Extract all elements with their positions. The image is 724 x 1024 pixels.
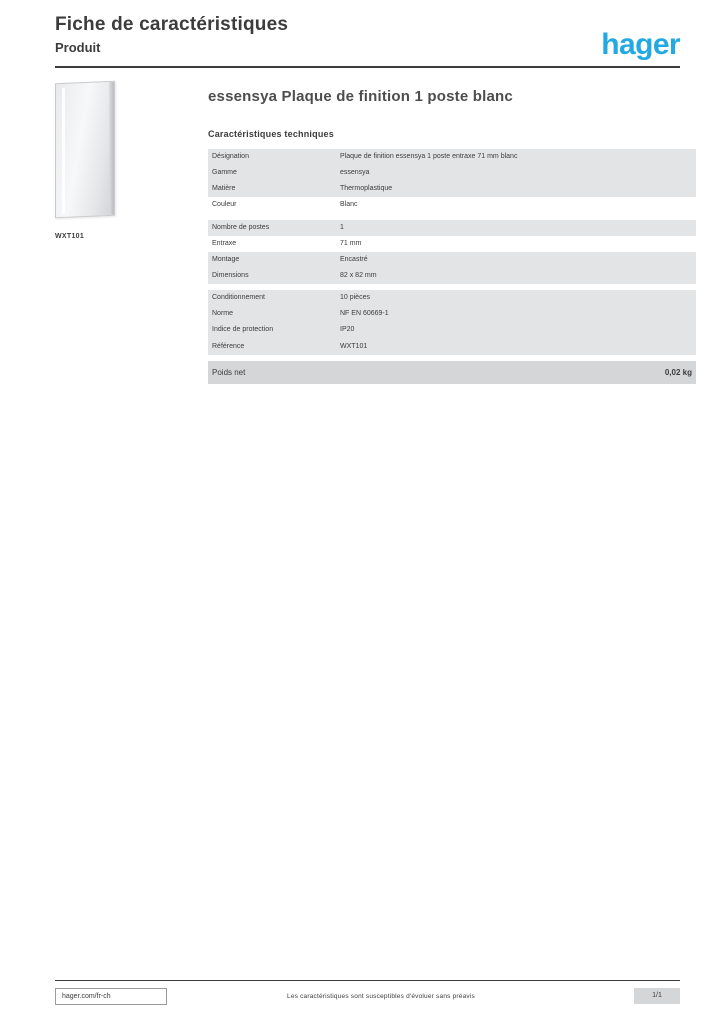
spec-label: Matière	[208, 181, 336, 197]
page-title: Fiche de caractéristiques	[55, 14, 289, 35]
table-row	[208, 220, 696, 236]
table-row	[208, 268, 696, 284]
table-row	[208, 181, 696, 197]
table-row	[208, 149, 696, 165]
spec-label: Référence	[208, 339, 336, 355]
product-image-block	[55, 82, 175, 240]
spec-label: Entraxe	[208, 236, 336, 252]
hager-logo: hager	[601, 28, 680, 61]
footer-website-link[interactable]: hager.com/fr-ch	[55, 988, 167, 1005]
specifications-table-body	[208, 149, 696, 384]
spec-value: Blanc	[336, 197, 696, 213]
document-footer	[55, 988, 680, 1010]
spec-value: essensya	[336, 165, 696, 181]
spec-label: Dimensions	[208, 268, 336, 284]
spec-value: 10 pièces	[336, 290, 696, 306]
product-title: essensya Plaque de finition 1 poste blanc	[208, 88, 513, 105]
table-row	[208, 339, 696, 355]
footer-note: Les caractéristiques sont susceptibles d'évoluer sans préavis	[287, 993, 475, 1000]
spec-label: Désignation	[208, 149, 336, 165]
spec-value: 1	[336, 220, 696, 236]
section-heading-technical: Caractéristiques techniques	[208, 129, 334, 139]
specifications-table	[208, 149, 696, 384]
table-row	[208, 236, 696, 252]
footer-divider	[55, 980, 680, 981]
product-photo	[55, 81, 115, 219]
spec-label: Indice de protection	[208, 322, 336, 338]
spec-label: Nombre de postes	[208, 220, 336, 236]
spec-label: Norme	[208, 306, 336, 322]
table-row-total	[208, 361, 696, 385]
spec-value: 71 mm	[336, 236, 696, 252]
product-reference-caption: WXT101	[55, 233, 85, 240]
spec-value: NF EN 60669-1	[336, 306, 696, 322]
total-label: Poids net	[208, 361, 336, 385]
total-value: 0,02 kg	[336, 361, 696, 385]
spec-value: IP20	[336, 322, 696, 338]
table-row	[208, 290, 696, 306]
table-row	[208, 306, 696, 322]
product-photo-edge	[109, 82, 114, 215]
main-content	[208, 88, 692, 384]
spec-value: 82 x 82 mm	[336, 268, 696, 284]
table-row	[208, 322, 696, 338]
page-number: 1/1	[634, 988, 680, 1004]
spec-label: Couleur	[208, 197, 336, 213]
document-header	[55, 14, 680, 64]
product-photo-highlight	[62, 88, 65, 214]
spec-value: WXT101	[336, 339, 696, 355]
spec-label: Gamme	[208, 165, 336, 181]
spec-value: Thermoplastique	[336, 181, 696, 197]
table-row	[208, 197, 696, 213]
spec-value: Encastré	[336, 252, 696, 268]
spec-value: Plaque de finition essensya 1 poste entraxe 71 mm blanc	[336, 149, 696, 165]
table-row	[208, 165, 696, 181]
header-divider	[55, 66, 680, 68]
page-subtitle: Produit	[55, 40, 101, 55]
table-row	[208, 252, 696, 268]
spec-label: Montage	[208, 252, 336, 268]
spec-label: Conditionnement	[208, 290, 336, 306]
